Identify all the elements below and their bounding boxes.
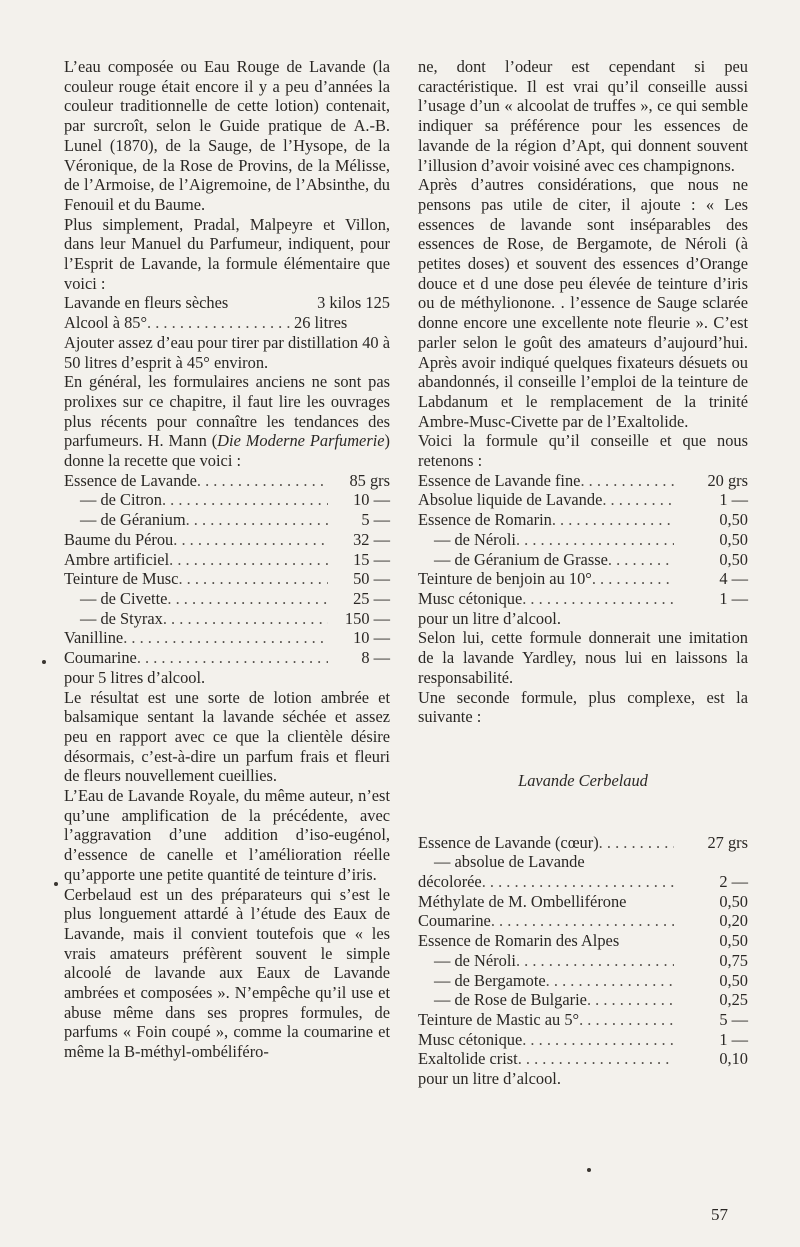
formula-row (418, 1049, 748, 1069)
ingredient-name: Exaltolide crist (418, 1049, 518, 1069)
ingredient-quantity: 85 grs (349, 470, 390, 490)
formula-row (64, 490, 390, 510)
formula-row (64, 628, 390, 648)
formula-cerbelaud-1 (418, 471, 748, 609)
leader-dots (167, 589, 328, 609)
leader-dots (579, 1010, 674, 1030)
formula-row (418, 550, 748, 570)
ingredient-name: — absolue de Lavande (434, 852, 585, 872)
ingredient-quantity: 0,50 (719, 529, 748, 549)
leader-dots (186, 510, 328, 530)
ingredient-name: Absolue liquide de Lavande (418, 490, 603, 510)
ingredient-quantity: 5 — (361, 510, 390, 530)
formula-row (64, 550, 390, 570)
ingredient-name: Lavande en fleurs sèches (64, 293, 229, 313)
ingredient-name: Teinture de benjoin au 10° (418, 569, 592, 589)
ingredient-name: Baume du Pérou (64, 529, 174, 549)
paragraph: Cerbelaud est un des préparateurs qui s’est le plus longuement attardé à l’étude des Eaux de Lavande, mais il convient toutefois que « les vrais amateurs préfèrent souvent le simple alcoolé de lavande aux Eaux de Lavande ambrées et composées ». N’empêche qu’il use et abuse même dans ses propres formules, de parfums « Foin coupé », comme la coumarine et même la B-méthyl-ombéliféro- (64, 884, 390, 1062)
paragraph (64, 372, 390, 471)
ingredient-quantity: 0,50 (719, 510, 748, 530)
paragraph: Voici la formule qu’il conseille et que nous retenons : (418, 431, 748, 471)
leader-dots (162, 490, 328, 510)
book-title: Die Moderne Parfumerie (217, 431, 385, 451)
ingredient-quantity: 150 — (344, 608, 390, 628)
formula-row (418, 990, 748, 1010)
ingredient-quantity: 10 — (353, 628, 390, 648)
left-column (64, 57, 390, 1062)
formula-row (418, 971, 748, 991)
ingredient-quantity: 0,25 (719, 990, 748, 1010)
print-speck (587, 1168, 591, 1172)
ingredient-name: — de Néroli (434, 950, 516, 970)
ingredient-quantity: 3 kilos 125 (317, 293, 390, 313)
formula-row (64, 293, 390, 313)
ingredient-quantity: 1 — (719, 588, 748, 608)
leader-dots (516, 951, 674, 971)
formula-row (418, 872, 748, 892)
formula-note: pour 5 litres d’alcool. (64, 667, 206, 687)
ingredient-quantity: 25 — (353, 588, 390, 608)
formula-note: pour un litre d’alcool. (418, 608, 561, 628)
ingredient-name: — de Géranium (80, 510, 186, 530)
leader-dots (608, 550, 674, 570)
ingredient-name: Essence de Lavande (64, 470, 197, 490)
ingredient-name: Teinture de Musc (64, 569, 179, 589)
ingredient-quantity: 8 — (361, 648, 390, 668)
paragraph: Selon lui, cette formule donnerait une imitation de la lavande Yardley, nous lui en laissons la responsabilité. (418, 628, 748, 687)
ingredient-name: Musc cétonique (418, 588, 523, 608)
paragraph: ne, dont l’odeur est cependant si peu caractéristique. Il est vrai qu’il conseille aussi l’usage d’un « alcoolat de truffes », ce qui semble indiquer sa préférence pour les essences de lavande de la région d’Apt, qui donnent souvent l’illusion d’avoir voisiné avec ces champignons. (418, 57, 748, 175)
leader-dots (552, 510, 674, 530)
formula-row (64, 313, 390, 333)
ingredient-name: Vanilline (64, 628, 124, 648)
ingredient-name: Essence de Romarin des Alpes (418, 931, 620, 951)
paragraph: L’eau composée ou Eau Rouge de Lavande (la couleur rouge était encore il y a peu d’années la couleur traditionnelle de cette lotion) contenait, par surcroît, selon le Guide pratique de A.-B. Lunel (1870), de la Sauge, de l’Hysope, de la Véronique, de la Rose de Provins, de la Mélisse, de l’Armoise, de l’Aigremoine, de l’Absinthe, du Fenouil et du Baume. (64, 57, 390, 214)
ingredient-quantity: 32 — (353, 529, 390, 549)
formula-row (418, 931, 748, 951)
formula-esprit-de-lavande (64, 293, 390, 332)
formula-row (64, 510, 390, 530)
paragraph: Plus simplement, Pradal, Malpeyre et Villon, dans leur Manuel du Parfumeur, indiquent, pour l’Esprit de Lavande, la formule élémentaire que voici : (64, 214, 390, 293)
formula-row (418, 569, 748, 589)
leader-dots (123, 628, 328, 648)
ingredient-name: — de Néroli (434, 529, 516, 549)
ingredient-name: Teinture de Mastic au 5° (418, 1009, 580, 1029)
leader-dots (518, 1049, 674, 1069)
ingredient-quantity: 27 grs (707, 832, 748, 852)
ingredient-quantity: 1 — (719, 490, 748, 510)
ingredient-name: — de Citron (80, 490, 162, 510)
ingredient-quantity: 0,50 (719, 891, 748, 911)
formula-row (418, 892, 748, 912)
formula-row (418, 589, 748, 609)
leader-dots (147, 313, 290, 333)
leader-dots (197, 471, 328, 491)
ingredient-name: — de Civette (80, 588, 168, 608)
formula-row (418, 833, 748, 853)
ingredient-name: Essence de Lavande (cœur) (418, 832, 599, 852)
leader-dots (580, 471, 674, 491)
paragraph: Après d’autres considérations, que nous ne pensons pas utile de citer, il ajoute : « Les essences de lavande sont inséparables des essences de Rose, de Bergamote, de Néroli (à petites doses) et souvent des essences d’Orange douce et d une dose peu élevée de teinture d’iris ou de méthylionone. . l’essence de Sauge sclarée donne encore une excellente note fleurie ». C’est parler selon le goût des amateurs d’aujourd’hui. Après avoir indiqué quelques fixateurs désuets ou abandonnés, il conseille l’emploi de la teinture de Labdanum et le remplacement de la trinité Ambre-Musc-Civette par de l’Exaltolide. (418, 175, 748, 431)
paragraph: L’Eau de Lavande Royale, du même auteur, n’est qu’une amplification de la précédente, avec l’aggravation d’une addition d’iso-eugénol, d’essence de canelle et l’amélioration réelle qu’apporte une petite quantité de teinture d’iris. (64, 786, 390, 884)
formula-note: pour un litre d’alcool. (418, 1069, 561, 1089)
paragraph-text: En général, les formulaires anciens ne sont pas prolixes sur ce chapitre, il faut lire les ouvrages plus récents pour connaître les tendances des parfumeurs. H. Mann ( (64, 372, 390, 451)
right-column (418, 57, 748, 1089)
leader-dots (169, 550, 328, 570)
ingredient-quantity: 15 — (353, 549, 390, 569)
formula-row (418, 490, 748, 510)
leader-dots (482, 872, 674, 892)
ingredient-name: décolorée (418, 872, 482, 892)
ingredient-quantity: 10 — (353, 490, 390, 510)
formula-row (418, 951, 748, 971)
formula-row (64, 569, 390, 589)
ingredient-quantity: 5 — (719, 1009, 748, 1029)
paragraph: Ajouter assez d’eau pour tirer par distillation 40 à 50 litres d’esprit à 45° environ. (64, 332, 390, 372)
leader-dots (137, 648, 328, 668)
page-number: 57 (711, 1205, 728, 1224)
ingredient-name: Essence de Romarin (418, 510, 552, 530)
formula-row (418, 911, 748, 931)
print-speck (54, 882, 58, 886)
ingredient-name: Coumarine (64, 648, 137, 668)
ingredient-quantity: 4 — (719, 569, 748, 589)
leader-dots (178, 569, 328, 589)
formula-title: Lavande Cerbelaud (518, 770, 648, 790)
formula-mann (64, 471, 390, 668)
formula-lavande-cerbelaud (418, 833, 748, 1069)
formula-row (418, 1010, 748, 1030)
ingredient-name: Ambre artificiel (64, 549, 170, 569)
leader-dots (587, 990, 674, 1010)
ingredient-quantity: 0,10 (719, 1049, 748, 1069)
ingredient-quantity: 0,75 (719, 950, 748, 970)
leader-dots (163, 609, 328, 629)
formula-row (418, 1030, 748, 1050)
formula-row (64, 589, 390, 609)
formula-row (64, 530, 390, 550)
ingredient-quantity: 0,50 (719, 970, 748, 990)
ingredient-quantity: 0,20 (719, 911, 748, 931)
leader-dots (546, 971, 674, 991)
print-speck (42, 660, 46, 664)
leader-dots (602, 490, 674, 510)
ingredient-name: Alcool à 85° (64, 313, 148, 333)
leader-dots (522, 1030, 674, 1050)
ingredient-name: Coumarine (418, 911, 491, 931)
leader-dots (516, 530, 674, 550)
ingredient-quantity: 50 — (353, 569, 390, 589)
ingredient-quantity: 1 — (719, 1029, 748, 1049)
paragraph: Une seconde formule, plus complexe, est la suivante : (418, 687, 748, 727)
formula-row (418, 510, 748, 530)
paragraph: Le résultat est une sorte de lotion ambrée et balsamique sentant la lavande séchée et assez peu en rapport avec ce que la clientèle désire désormais, c’est-à-dire un parfum frais et fleuri de fleurs nouvellement cueillies. (64, 687, 390, 786)
ingredient-name: Méthylate de M. Ombelliférone (418, 891, 627, 911)
formula-row (418, 471, 748, 491)
ingredient-name: — de Bergamote (434, 970, 546, 990)
ingredient-name: — de Rose de Bulgarie (434, 990, 587, 1010)
ingredient-name: Musc cétonique (418, 1029, 523, 1049)
leader-dots (592, 569, 674, 589)
formula-row (64, 648, 390, 668)
ingredient-quantity: 2 — (719, 872, 748, 892)
leader-dots (599, 833, 674, 853)
leader-dots (491, 911, 674, 931)
formula-row (418, 530, 748, 550)
ingredient-name: Essence de Lavande fine (418, 470, 581, 490)
ingredient-quantity: 0,50 (719, 549, 748, 569)
ingredient-quantity: 20 grs (707, 470, 748, 490)
formula-row (64, 609, 390, 629)
paragraph-text: ) donne la recette que voici : (64, 431, 390, 471)
ingredient-quantity: 0,50 (719, 931, 748, 951)
leader-dots (522, 589, 674, 609)
formula-row (64, 471, 390, 491)
ingredient-quantity: 26 litres (294, 313, 348, 333)
formula-row (418, 852, 748, 872)
ingredient-name: — de Géranium de Grasse (434, 549, 608, 569)
ingredient-name: — de Styrax (80, 608, 163, 628)
leader-dots (173, 530, 328, 550)
